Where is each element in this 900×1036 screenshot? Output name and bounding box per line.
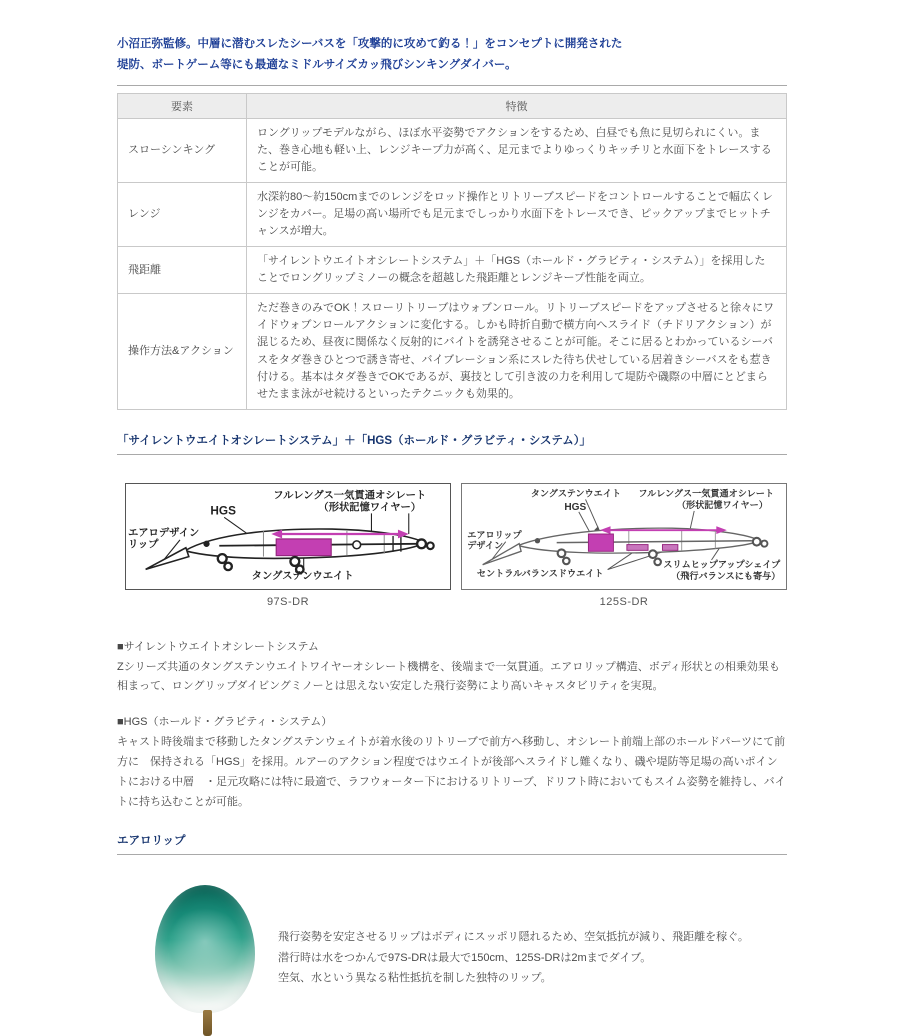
- diagram-caption-125s: 125S-DR: [599, 595, 649, 608]
- table-row: [118, 247, 787, 294]
- feature-desc: ただ巻きのみでOK！スローリトリーブはウォブンロール。リトリーブスピードをアップさせると徐々にワイドウォブンロールアクションに変化する。しかも時折自動で横方向へスライド（チドリアクション）が混じるため、昼夜に関係なく反射的にバイトを誘発させることが可能。そこに居るとわかっているシーバスをタダ巻きひとつで誘き寄せ、バイブレーション系にスレた待ち伏せしている居着きシーバスをも惹き付ける。基本はタダ巻きでOKであるが、裏技として引き波の力を利用して堤防や磯際の中層にとどまらせたまま泳がせ続けるといったテクニックも効果的。: [247, 294, 787, 409]
- lip-front-view-image: [155, 885, 255, 1013]
- feature-table-header-row: [118, 94, 787, 119]
- diagram-125s-dr-box: [461, 483, 787, 590]
- system-section-heading: 「サイレントウエイトオシレートシステム」＋「HGS（ホールド・グラビティ・システム）」: [117, 434, 591, 447]
- aero-lip-heading: エアロリップ: [117, 835, 186, 848]
- label-oscillate-line1: フルレングス一気貫通オシレート: [638, 488, 774, 499]
- tungsten-weight-block: [588, 534, 613, 551]
- tail-hook-hanger: [417, 539, 426, 548]
- diagram-125s-dr: [461, 483, 787, 608]
- table-row: [118, 183, 787, 247]
- mid-hook-hanger: [649, 550, 657, 558]
- lure-lip-shape: [146, 547, 189, 569]
- content-column: [117, 34, 787, 1036]
- belly-hook-hanger: [558, 549, 566, 557]
- label-tungsten: タングステンウエイト: [530, 488, 622, 499]
- label-oscillate-line1: フルレングス一気貫通オシレート: [273, 490, 427, 502]
- label-oscillate-line2: （形状記憶ワイヤー）: [676, 499, 768, 510]
- feature-label: 飛距離: [118, 247, 247, 294]
- label-slim-hip-line2: （飛行バランスにも寄与）: [671, 570, 781, 581]
- diagram-caption-97s: 97S-DR: [266, 595, 310, 608]
- label-aero-design-line2: リップ: [127, 539, 159, 551]
- lip-stem-image: [203, 1010, 212, 1036]
- divider-top: [117, 85, 787, 86]
- lure-eye: [203, 540, 209, 546]
- label-hgs: HGS: [210, 504, 236, 518]
- central-balance-weight-1: [627, 544, 648, 550]
- feature-label: スローシンキング: [118, 119, 247, 183]
- label-aero-design-line1: エアロデザイン: [127, 527, 200, 539]
- silent-system-title: ■サイレントウエイトオシレートシステム: [117, 640, 319, 653]
- label-hgs: HGS: [564, 501, 587, 513]
- aero-line-3: 空気、水という異なる粘性抵抗を制した独特のリップ。: [278, 972, 552, 985]
- table-row: [118, 294, 787, 409]
- table-row: [118, 119, 787, 183]
- feature-label: レンジ: [118, 183, 247, 247]
- tungsten-weight-block: [276, 539, 331, 556]
- feature-table: [117, 93, 787, 410]
- diagram-97s-dr: [125, 483, 451, 608]
- feature-table-header-element: 要素: [118, 94, 247, 119]
- silent-system-body: Zシリーズ共通のタングステンウエイトワイヤーオシレート機構を、後端まで一気貫通。エアロリップ構造、ボディ形状との相乗効果も相まって、ロングリップダイビングミノーとは思えない安定した飛行姿勢により高いキャスタビリティを実現。: [117, 660, 780, 693]
- feature-table-header-description: 特徴: [247, 94, 787, 119]
- feature-label: 操作方法&アクション: [118, 294, 247, 409]
- aero-lip-description: [278, 927, 749, 988]
- label-oscillate-line2: （形状記憶ワイヤー）: [318, 502, 422, 514]
- lure-eye: [535, 538, 540, 543]
- hgs-body: キャスト時後端まで移動したタングステンウェイトが着水後のリトリーブで前方へ移動し、オシレート前端上部のホールドパーツにて前方に 保持される「HGS」を採用。ルアーのアクション程度ではウエイトが後部へスライドし難くなり、磯や堤防等足場の高いポイントにおける中層 ・足元攻略には特に最適で、ラフウォーター下におけるリトリーブ、ドリフト時においてもスイム姿勢を維持し、バイトに持ち込むことが可能。: [117, 736, 786, 808]
- intro-text: [117, 34, 787, 76]
- aero-line-1: 飛行姿勢を安定させるリップはボディにスッポリ隠れるため、空気抵抗が減り、飛距離を稼ぐ。: [278, 931, 749, 944]
- feature-desc: 「サイレントウエイトオシレートシステム」＋「HGS（ホールド・グラビティ・システム）」を採用したことでロングリップミノーの概念を超越した飛距離とレンジキープ性能を両立。: [247, 247, 787, 294]
- lure-cutaway-illustration-97s: [126, 484, 450, 584]
- aero-line-2: 潜行時は水をつかんで97S-DRは最大で150cm、125S-DRは2mまでダイブ。: [278, 951, 652, 964]
- aero-lip-photo: [155, 885, 260, 1036]
- belly-hook-hanger: [218, 554, 227, 563]
- lure-cutaway-illustration-125s: [462, 484, 786, 584]
- divider-system: [117, 454, 787, 455]
- divider-aero: [117, 854, 787, 855]
- mid-hook-hanger: [290, 557, 299, 566]
- label-tungsten: タングステンウエイト: [251, 570, 354, 582]
- intro-line-1: 小沼正弥監修。中層に潜むスレたシーバスを「攻撃的に攻めて釣る！」をコンセプトに開発された: [117, 38, 623, 50]
- label-central-balance: セントラルバランスドウエイト: [476, 567, 604, 578]
- diagram-97s-dr-box: [125, 483, 451, 590]
- intro-line-2: 堤防、ボートゲーム等にも最適なミドルサイズカッ飛びシンキングダイバー。: [117, 59, 517, 71]
- label-aero-lip-line2: デザイン: [467, 540, 504, 551]
- central-balance-weight-2: [662, 544, 677, 550]
- tail-hook-hanger: [753, 538, 761, 546]
- feature-desc: 水深約80〜約150cmまでのレンジをロッド操作とリトリーブスピードをコントロールすることで幅広くレンジをカバー。足場の高い場所でも足元までしっかり水面下をトレースでき、ピックアップまでヒットチャンスが増大。: [247, 183, 787, 247]
- label-aero-lip-line1: エアロリップ: [467, 529, 522, 540]
- hgs-title: ■HGS（ホールド・グラビティ・システム）: [117, 716, 333, 729]
- feature-desc: ロングリップモデルながら、ほぼ水平姿勢でアクションをするため、白昼でも魚に見切られにくい。また、巻き心地も軽い上、レンジキープ力が高く、足元までよりゆっくりキッチリと水面下をトレースすることが可能。: [247, 119, 787, 183]
- label-slim-hip-line1: スリムヒップアップシェイプ: [663, 559, 781, 570]
- lure-diagrams: [125, 483, 787, 608]
- aero-lip-section: [117, 885, 787, 1036]
